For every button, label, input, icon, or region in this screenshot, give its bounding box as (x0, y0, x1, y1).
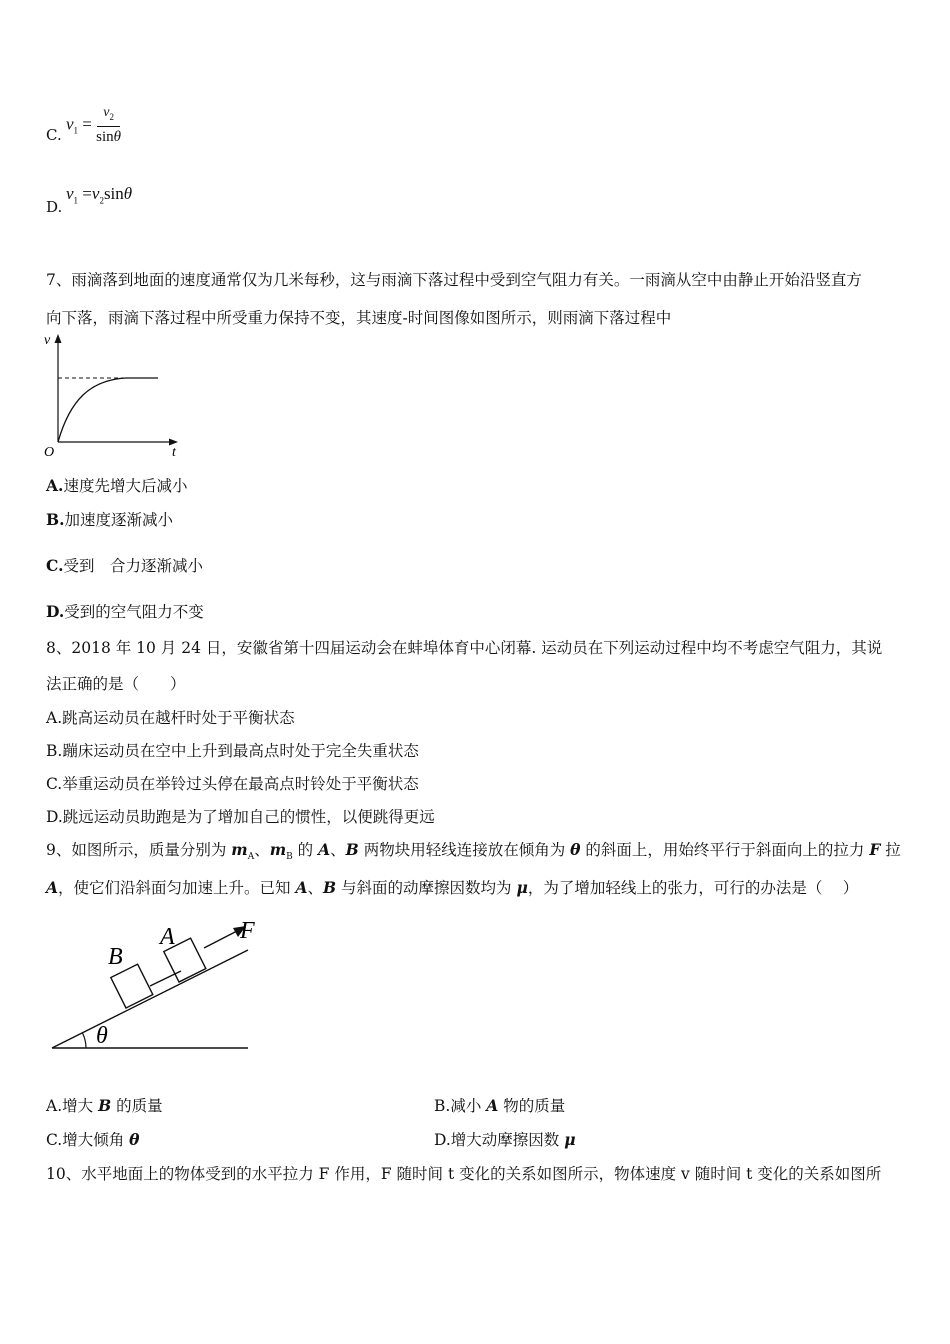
q9-option-c: C.增大倾角 θ (46, 1130, 140, 1149)
connecting-string (150, 971, 181, 986)
q9-incline-figure (44, 912, 274, 1058)
q7-stem-line1: 7、雨滴落到地面的速度通常仅为几米每秒，这与雨滴下落过程中受到空气阻力有关。一雨滴从空中由静止开始沿竖直方 (46, 271, 862, 289)
q7-option-a: A.速度先增大后减小 (46, 476, 188, 495)
q6-option-c (46, 126, 62, 144)
option-label: C. (46, 126, 62, 144)
q9-option-a: A.增大 B 的质量 (46, 1096, 163, 1115)
q7-option-b: B.加速度逐渐减小 (46, 510, 174, 529)
q8-option-c: C.举重运动员在举铃过头停在最高点时铃处于平衡状态 (46, 775, 419, 793)
q8-option-a: A.跳高运动员在越杆时处于平衡状态 (46, 709, 295, 727)
block-a-label: A (160, 924, 175, 950)
q9-option-b: B.减小 A 物的质量 (434, 1096, 566, 1115)
q7-velocity-time-graph (40, 330, 190, 462)
velocity-curve (58, 378, 158, 442)
force-label: F (240, 918, 255, 944)
x-axis-label: t (172, 445, 176, 460)
q10-stem-line1: 10、水平地面上的物体受到的水平拉力 F 作用，F 随时间 t 变化的关系如图所示，物体速度 v 随时间 t 变化的关系如图所 (46, 1165, 882, 1183)
fraction: $\frac{v_2}{\sin\theta}$ (96, 105, 122, 145)
option-label: D. (46, 198, 63, 216)
q9-stem-line1: 9、如图所示，质量分别为 $m_A$、$m_B$ 的 A、B 两物块用轻线连接放在倾角为 θ 的斜面上，用始终平行于斜面向上的拉力 F 拉 (46, 840, 901, 863)
incline-line (52, 950, 248, 1048)
q8-option-d: D.跳远运动员助跑是为了增加自己的惯性，以便跳得更远 (46, 808, 435, 826)
q6-option-d (46, 198, 62, 216)
q9-option-d: D.增大动摩擦因数 μ (434, 1130, 576, 1149)
angle-label: θ (96, 1023, 108, 1049)
y-axis-label: v (44, 333, 51, 348)
q8-option-b: B.蹦床运动员在空中上升到最高点时处于完全失重状态 (46, 742, 419, 760)
q8-stem-line1: 8、2018 年 10 月 24 日，安徽省第十四届运动会在蚌埠体育中心闭幕. 运动员在下列运动过程中均不考虑空气阻力，其说 (46, 639, 883, 657)
y-axis-arrow (55, 334, 62, 343)
q6-option-d-formula: $v_1 =v_2\sin\theta$ (66, 184, 133, 206)
angle-arc (83, 1033, 87, 1048)
q8-stem-line2: 法正确的是（ ） (46, 675, 186, 693)
origin-label: O (44, 445, 55, 460)
block-b-label: B (108, 944, 123, 970)
q7-option-d: D.受到的空气阻力不变 (46, 602, 204, 621)
q9-stem-line2: A，使它们沿斜面匀加速上升。已知 A、B 与斜面的动摩擦因数均为 μ，为了增加轻线上的张力，可行的办法是（ ） (46, 878, 859, 897)
force-arrow-shaft (204, 931, 237, 948)
q7-stem-line2: 向下落，雨滴下落过程中所受重力保持不变，其速度-时间图像如图所示，则雨滴下落过程中 (46, 309, 672, 327)
q6-option-c-formula: $v_1$ = $\frac{v_2}{\sin\theta}$ (66, 105, 122, 145)
q7-option-c: C.受到 合力逐渐减小 (46, 556, 203, 575)
